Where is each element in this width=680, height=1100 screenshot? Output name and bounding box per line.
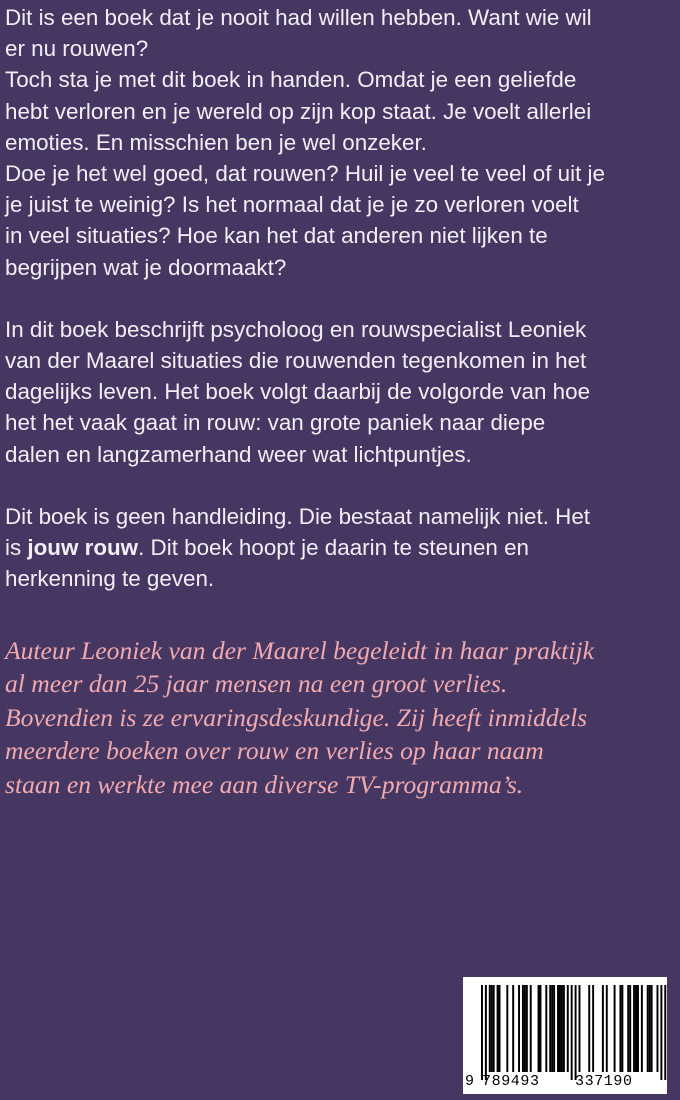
blurb-paragraph-3 xyxy=(5,501,673,595)
barcode-bar xyxy=(614,985,616,1072)
barcode-bar xyxy=(538,985,540,1072)
blurb-line: In dit boek beschrijft psycholoog en rouwspecialist Leoniek xyxy=(5,316,587,342)
barcode-bar xyxy=(635,985,637,1072)
barcode-digit-first: 9 xyxy=(465,1073,475,1090)
barcode-bar xyxy=(553,985,555,1072)
blurb-line: herkenning te geven. xyxy=(5,566,215,592)
emphasis-jouw-rouw: jouw rouw xyxy=(27,535,139,561)
barcode-bar xyxy=(627,985,629,1072)
barcode-bar xyxy=(647,985,649,1072)
barcode-bar xyxy=(571,985,573,1080)
blurb-line: dalen en langzamerhand weer wat lichtpuntjes. xyxy=(5,441,472,467)
blurb-text xyxy=(5,2,673,594)
barcode-bar xyxy=(491,985,493,1072)
barcode-bar xyxy=(559,985,561,1072)
blurb-line: er nu rouwen? xyxy=(5,36,149,62)
blurb-text-run: is xyxy=(5,535,28,561)
barcode-bar xyxy=(602,985,604,1072)
barcode-bar xyxy=(524,985,526,1072)
blurb-line: in veel situaties? Hoe kan het dat anderen niet lijken te xyxy=(5,223,548,249)
blurb-line: Doe je het wel goed, dat rouwen? Huil je veel te veel of uit je xyxy=(5,161,605,187)
barcode-bar xyxy=(619,985,621,1072)
barcode-bar xyxy=(506,985,508,1072)
barcode-digits-left: 789493 xyxy=(482,1073,540,1090)
barcode-bar xyxy=(563,985,565,1072)
blurb-line: van der Maarel situaties die rouwenden tegenkomen in het xyxy=(5,348,587,374)
barcode-number xyxy=(463,1072,667,1092)
barcode-bar xyxy=(530,985,532,1072)
barcode-bar xyxy=(579,985,581,1072)
barcode-bar xyxy=(651,985,653,1072)
barcode-bar xyxy=(526,985,528,1072)
barcode-bar xyxy=(637,985,639,1072)
barcode-digits-right: 337190 xyxy=(575,1073,633,1090)
barcode-bar xyxy=(641,985,643,1072)
barcode-bar xyxy=(545,985,547,1072)
barcode-bar xyxy=(485,985,487,1080)
barcode-bar xyxy=(540,985,542,1072)
barcode-bar xyxy=(481,985,483,1080)
blurb-line: het het vaak gaat in rouw: van grote paniek naar diepe xyxy=(5,410,546,436)
barcode-bar xyxy=(621,985,623,1072)
barcode-bar xyxy=(489,985,491,1072)
barcode-bar xyxy=(657,985,659,1072)
barcode-bar xyxy=(660,985,662,1080)
blurb-line: je juist te weinig? Is het normaal dat je je zo verloren voelt xyxy=(5,192,579,218)
blurb-paragraph-1 xyxy=(5,2,673,283)
bio-line: staan en werkte mee aan diverse TV-programma’s. xyxy=(5,769,524,799)
blurb-line: begrijpen wat je doormaakt? xyxy=(5,254,287,280)
barcode-bar xyxy=(629,985,631,1072)
isbn-barcode xyxy=(463,977,667,1094)
barcode-bar xyxy=(493,985,495,1072)
barcode-bar xyxy=(588,985,590,1072)
barcode-bar xyxy=(549,985,551,1072)
barcode-bar xyxy=(606,985,608,1072)
barcode-bar xyxy=(497,985,499,1072)
barcode-bar xyxy=(592,985,594,1072)
barcode-bar xyxy=(499,985,501,1072)
bio-line: meerdere boeken over rouw en verlies op haar naam xyxy=(5,736,544,766)
barcode-bar xyxy=(567,985,569,1072)
barcode-bar xyxy=(649,985,651,1072)
barcode-bar xyxy=(557,985,559,1072)
blurb-text-run: . Dit boek hoopt je daarin te steunen en xyxy=(138,535,529,561)
blurb-paragraph-2 xyxy=(5,314,673,470)
barcode-bar xyxy=(633,985,635,1072)
barcode-bar xyxy=(575,985,577,1080)
blurb-line: Dit boek is geen handleiding. Die bestaat namelijk niet. Het xyxy=(5,503,590,529)
barcode-bar xyxy=(522,985,524,1072)
blurb-line: emoties. En misschien ben je wel onzeker. xyxy=(5,129,427,155)
barcode-bar xyxy=(512,985,514,1072)
blurb-line: Dit is een boek dat je nooit had willen hebben. Want wie wil xyxy=(5,5,592,30)
bio-line: al meer dan 25 jaar mensen na een groot verlies. xyxy=(5,669,508,699)
author-bio xyxy=(5,634,673,801)
barcode-bar xyxy=(561,985,563,1072)
bio-line: Auteur Leoniek van der Maarel begeleidt in haar praktijk xyxy=(5,636,594,665)
bio-line: Bovendien is ze ervaringsdeskundige. Zij heeft inmiddels xyxy=(5,702,588,732)
blurb-line: dagelijks leven. Het boek volgt daarbij de volgorde van hoe xyxy=(5,379,591,405)
barcode-bar xyxy=(551,985,553,1072)
barcode-bar xyxy=(518,985,520,1072)
blurb-line: Toch sta je met dit boek in handen. Omdat je een geliefde xyxy=(5,67,577,93)
barcode-bar xyxy=(664,985,666,1080)
blurb-line: hebt verloren en je wereld op zijn kop staat. Je voelt allerlei xyxy=(5,98,592,124)
